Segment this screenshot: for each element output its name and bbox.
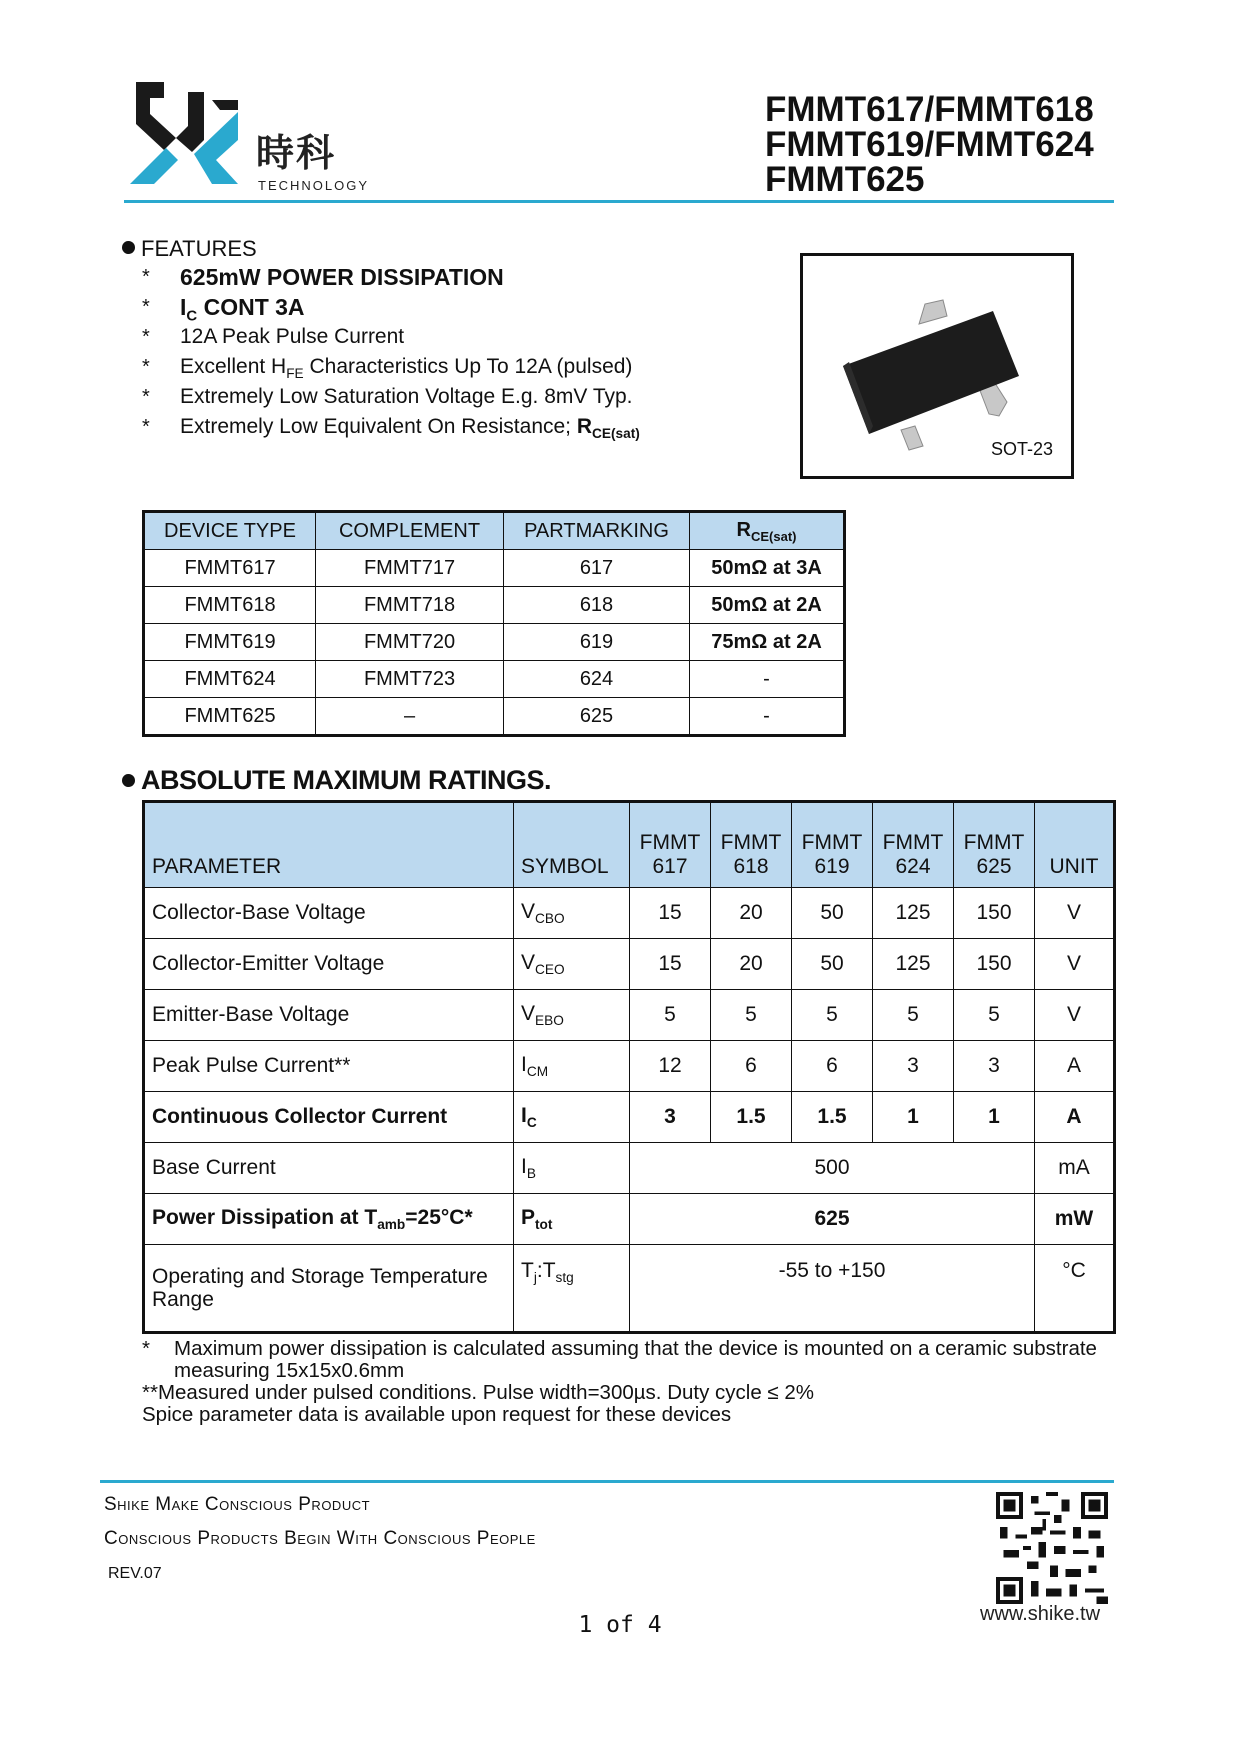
cell: 618 xyxy=(504,587,690,624)
cell: FMMT617 xyxy=(144,550,316,587)
footnote: * Maximum power dissipation is calculated assuming that the device is mounted on a ceramic substrate measuring 15x15x0.6mm xyxy=(142,1337,1097,1382)
col-partmarking: PARTMARKING xyxy=(504,512,690,550)
table-row xyxy=(144,990,1115,1041)
table-row xyxy=(144,624,845,661)
cell: FMMT624 xyxy=(144,661,316,698)
value-cell: 5 xyxy=(873,990,954,1041)
part-number-titles xyxy=(765,92,1094,197)
features-heading xyxy=(122,236,257,262)
param-cell: Power Dissipation at $T_{amb}=25^\circ C*$ xyxy=(144,1194,514,1245)
table-header-row xyxy=(144,802,1115,888)
value-cell: 3 xyxy=(873,1041,954,1092)
page-number: 1 of 4 xyxy=(578,1612,662,1638)
col-model: FMMT 618 xyxy=(711,802,792,888)
value-cell: 6 xyxy=(711,1041,792,1092)
feature-text: 625mW POWER DISSIPATION xyxy=(180,264,504,290)
unit-cell: V xyxy=(1035,888,1115,939)
unit-cell: °C xyxy=(1035,1245,1115,1333)
value-cell: -55 to +150 xyxy=(630,1245,1035,1333)
col-rce-sat: $R_{CE(sat)}$ xyxy=(690,512,845,550)
symbol-cell: $I_{CM}$ xyxy=(514,1041,630,1092)
footnote: **Measured under pulsed conditions. Pulse width=300µs. Duty cycle ≤ 2% xyxy=(142,1381,815,1404)
col-parameter: PARAMETER xyxy=(144,802,514,888)
website-url: www.shike.tw xyxy=(980,1603,1101,1625)
cell: FMMT619 xyxy=(144,624,316,661)
value-cell: 1 xyxy=(873,1092,954,1143)
cell: 50mΩ at 2A xyxy=(690,587,845,624)
ratings-heading-text: ABSOLUTE MAXIMUM RATINGS. xyxy=(141,765,551,795)
param-cell: Operating and Storage Temperature Range xyxy=(144,1245,514,1333)
ratings-table xyxy=(142,800,1116,1334)
sot23-package-icon xyxy=(823,276,1053,451)
feature-text: Excellent $H_{FE}$ Characteristics Up To 12A (pulsed) xyxy=(180,355,633,382)
footnote: Spice parameter data is available upon request for these devices xyxy=(142,1403,732,1426)
table-row xyxy=(144,1245,1115,1333)
feature-text: 12A Peak Pulse Current xyxy=(180,325,405,348)
value-cell: 625 xyxy=(630,1194,1035,1245)
asterisk: * xyxy=(142,326,150,348)
asterisk: * xyxy=(142,296,150,318)
table-row xyxy=(144,1194,1115,1245)
cell: 75mΩ at 2A xyxy=(690,624,845,661)
device-table xyxy=(142,510,846,737)
cell: 50mΩ at 3A xyxy=(690,550,845,587)
footnotes xyxy=(142,1338,1102,1426)
value-cell: 3 xyxy=(630,1092,711,1143)
company-logo-icon xyxy=(128,80,248,190)
table-row xyxy=(144,888,1115,939)
unit-cell: V xyxy=(1035,939,1115,990)
value-cell: 1 xyxy=(954,1092,1035,1143)
cell: 619 xyxy=(504,624,690,661)
cell: - xyxy=(690,661,845,698)
symbol-cell: $V_{CEO}$ xyxy=(514,939,630,990)
value-cell: 1.5 xyxy=(792,1092,873,1143)
footer-slogan: Shike Make Conscious Product xyxy=(104,1494,371,1515)
unit-cell: V xyxy=(1035,990,1115,1041)
value-cell: 20 xyxy=(711,939,792,990)
cell: 617 xyxy=(504,550,690,587)
feature-text: Extremely Low Saturation Voltage E.g. 8mV Typ. xyxy=(180,385,633,408)
asterisk: * xyxy=(142,386,150,408)
col-device-type: DEVICE TYPE xyxy=(144,512,316,550)
feature-text: $I_C$ CONT 3A xyxy=(180,294,305,325)
package-image xyxy=(800,253,1074,479)
param-cell: Collector-Emitter Voltage xyxy=(144,939,514,990)
col-model: FMMT 617 xyxy=(630,802,711,888)
symbol-cell: $I_C$ xyxy=(514,1092,630,1143)
symbol-cell: $I_B$ xyxy=(514,1143,630,1194)
feature-text: Extremely Low Equivalent On Resistance; $R_{CE(sat)}$ xyxy=(180,415,640,442)
symbol-cell: $V_{CBO}$ xyxy=(514,888,630,939)
value-cell: 6 xyxy=(792,1041,873,1092)
bullet-icon xyxy=(122,241,135,254)
asterisk: * xyxy=(142,416,150,438)
title-line: FMMT619/FMMT624 xyxy=(765,125,1094,164)
cell: - xyxy=(690,698,845,736)
value-cell: 5 xyxy=(792,990,873,1041)
cell: FMMT720 xyxy=(316,624,504,661)
unit-cell: mA xyxy=(1035,1143,1115,1194)
table-row xyxy=(144,1041,1115,1092)
ratings-heading xyxy=(122,765,551,796)
value-cell: 150 xyxy=(954,939,1035,990)
table-row xyxy=(144,1143,1115,1194)
cell: FMMT618 xyxy=(144,587,316,624)
unit-cell: A xyxy=(1035,1041,1115,1092)
col-complement: COMPLEMENT xyxy=(316,512,504,550)
symbol-cell: $T_j:T_{stg}$ xyxy=(514,1245,630,1333)
value-cell: 500 xyxy=(630,1143,1035,1194)
value-cell: 125 xyxy=(873,888,954,939)
table-row xyxy=(144,587,845,624)
value-cell: 5 xyxy=(711,990,792,1041)
table-row xyxy=(144,698,845,736)
table-row xyxy=(144,939,1115,990)
title-line: FMMT625 xyxy=(765,160,925,199)
symbol-cell: $V_{EBO}$ xyxy=(514,990,630,1041)
features-heading-text: FEATURES xyxy=(141,236,257,261)
value-cell: 15 xyxy=(630,939,711,990)
value-cell: 125 xyxy=(873,939,954,990)
asterisk: * xyxy=(142,356,150,378)
param-cell: Base Current xyxy=(144,1143,514,1194)
value-cell: 3 xyxy=(954,1041,1035,1092)
value-cell: 15 xyxy=(630,888,711,939)
unit-cell: A xyxy=(1035,1092,1115,1143)
value-cell: 20 xyxy=(711,888,792,939)
value-cell: 50 xyxy=(792,939,873,990)
param-cell: Continuous Collector Current xyxy=(144,1092,514,1143)
cell: FMMT718 xyxy=(316,587,504,624)
col-model: FMMT 625 xyxy=(954,802,1035,888)
value-cell: 5 xyxy=(630,990,711,1041)
param-cell: Collector-Base Voltage xyxy=(144,888,514,939)
header-divider xyxy=(124,200,1114,203)
cell: FMMT625 xyxy=(144,698,316,736)
col-unit: UNIT xyxy=(1035,802,1115,888)
unit-cell: mW xyxy=(1035,1194,1115,1245)
package-label: SOT-23 xyxy=(990,439,1053,459)
title-line: FMMT617/FMMT618 xyxy=(765,90,1094,129)
value-cell: 50 xyxy=(792,888,873,939)
cell: FMMT717 xyxy=(316,550,504,587)
table-header-row xyxy=(144,512,845,550)
footer-divider xyxy=(100,1480,1114,1483)
col-symbol: SYMBOL xyxy=(514,802,630,888)
cell: 625 xyxy=(504,698,690,736)
table-row xyxy=(144,1092,1115,1143)
footer-slogan: Conscious Products Begin With Conscious People xyxy=(104,1528,536,1549)
symbol-cell: $P_{tot}$ xyxy=(514,1194,630,1245)
value-cell: 1.5 xyxy=(711,1092,792,1143)
value-cell: 150 xyxy=(954,888,1035,939)
param-cell: Emitter-Base Voltage xyxy=(144,990,514,1041)
value-cell: 5 xyxy=(954,990,1035,1041)
qr-code-icon xyxy=(996,1492,1108,1604)
cell: FMMT723 xyxy=(316,661,504,698)
param-cell: Peak Pulse Current** xyxy=(144,1041,514,1092)
cell: – xyxy=(316,698,504,736)
revision-label: REV.07 xyxy=(108,1565,162,1582)
logo-tagline: TECHNOLOGY xyxy=(258,178,370,193)
value-cell: 12 xyxy=(630,1041,711,1092)
table-row xyxy=(144,550,845,587)
asterisk: * xyxy=(142,266,150,288)
cell: 624 xyxy=(504,661,690,698)
table-row xyxy=(144,661,845,698)
logo-chinese-name: 時科 xyxy=(256,131,337,175)
col-model: FMMT 619 xyxy=(792,802,873,888)
bullet-icon xyxy=(122,774,135,787)
col-model: FMMT 624 xyxy=(873,802,954,888)
